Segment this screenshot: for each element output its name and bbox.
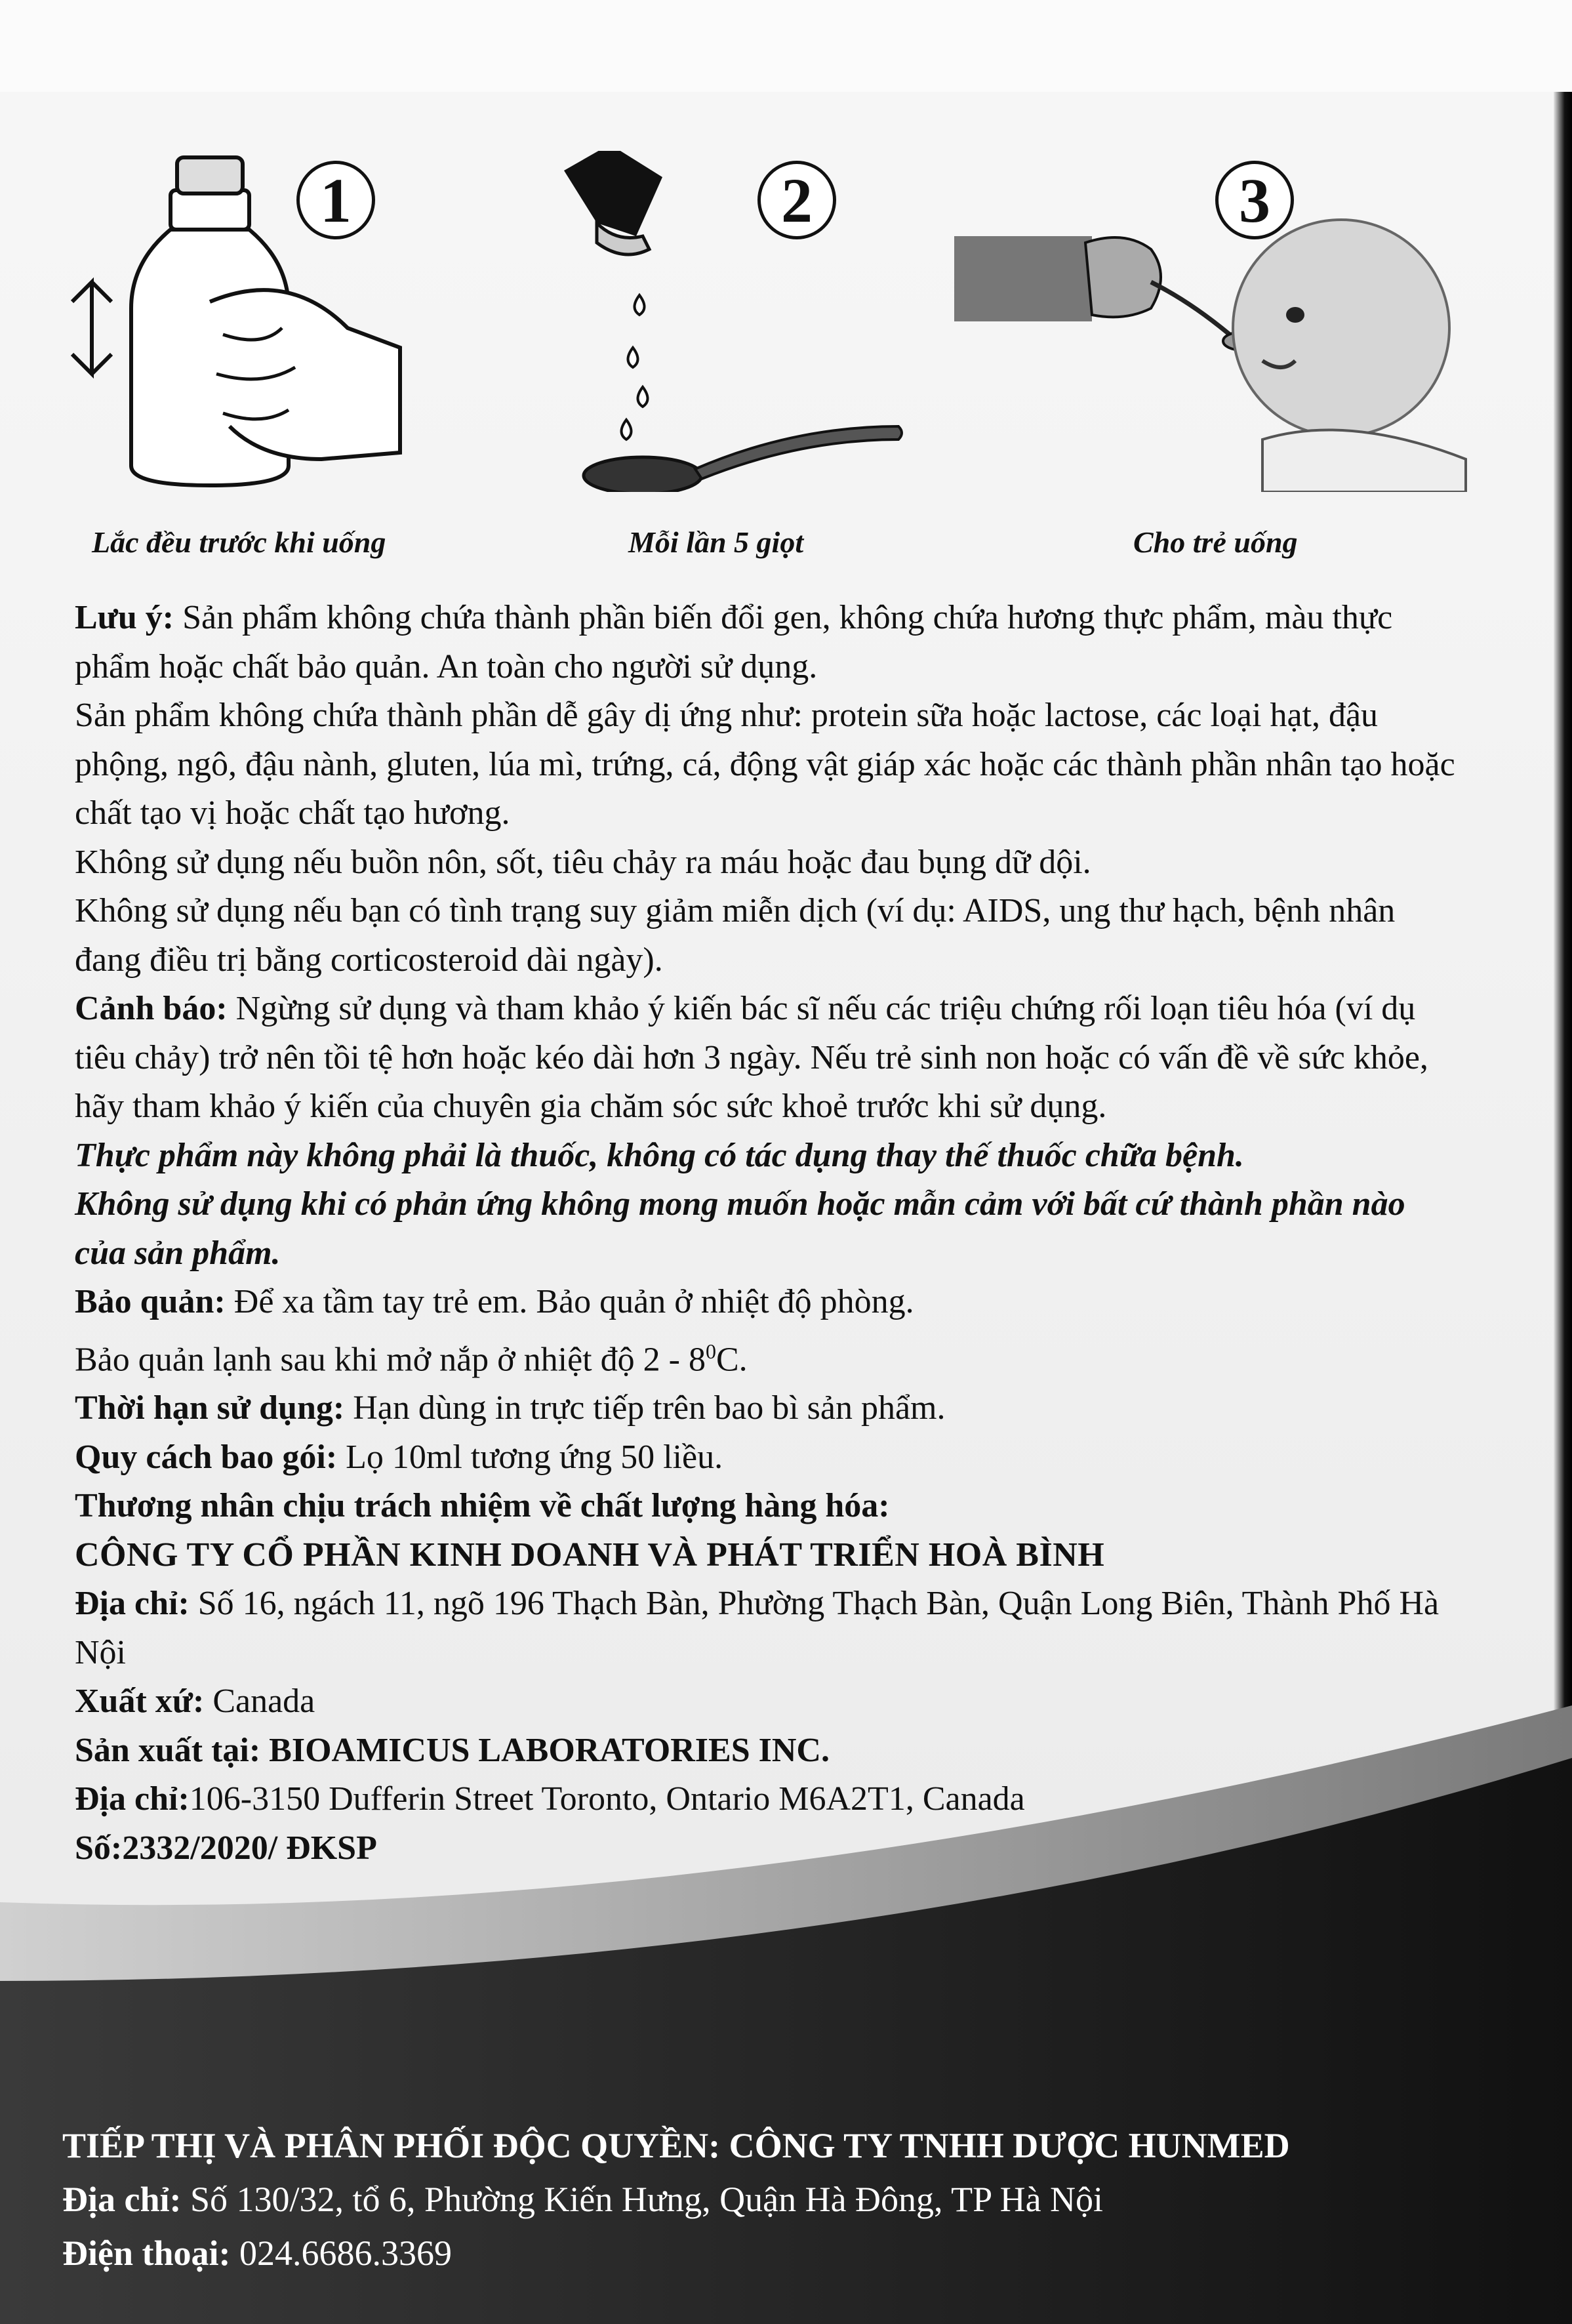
- storage-label: Bảo quản:: [75, 1283, 226, 1320]
- step-2-caption: Mỗi lần 5 giọt: [628, 525, 804, 559]
- no-use-paragraph-1: Không sử dụng nếu buồn nôn, sốt, tiêu chảy ra máu hoặc đau bụng dữ dội.: [75, 843, 1091, 881]
- note-label: Lưu ý:: [75, 599, 174, 636]
- maker-address-text: 106-3150 Dufferin Street Toronto, Ontario M6A2T1, Canada: [189, 1780, 1025, 1818]
- allergen-paragraph: Sản phẩm không chứa thành phần dễ gây dị ứng như: protein sữa hoặc lactose, các loại hạt, đậu phộng, ngô, đậu nành, gluten, lúa mì, trứng, cá, động vật giáp xác hoặc các thành phần nhân tạo hoặc chất tạo vị hoặc chất tạo hương.: [75, 697, 1455, 832]
- made-label: Sản xuất tại:: [75, 1731, 261, 1769]
- phone-label: Điện thoại:: [62, 2233, 231, 2273]
- no-use-paragraph-2: Không sử dụng nếu bạn có tình trạng suy giảm miễn dịch (ví dụ: AIDS, ung thư hạch, bệnh nhân đang điều trị bằng corticosteroid dài ngày).: [75, 892, 1396, 979]
- step-2-panel: [557, 151, 925, 492]
- step-1-number: 1: [296, 161, 375, 239]
- distributor-phone: [62, 2226, 1290, 2280]
- allergy-notice: Không sử dụng khi có phản ứng không mong muốn hoặc mẫn cảm với bất cứ thành phần nào của sản phẩm.: [75, 1185, 1405, 1272]
- expiry-paragraph: [75, 1384, 1459, 1433]
- storage-paragraph: [75, 1278, 1459, 1327]
- fridge-unit: C.: [715, 1340, 748, 1378]
- note-text: Sản phẩm không chứa thành phần biến đổi gen, không chứa hương thực phẩm, màu thực phẩm hoặc chất bảo quản. An toàn cho người sử dụng.: [75, 599, 1393, 685]
- step-3-caption: Cho trẻ uống: [1133, 525, 1298, 559]
- right-edge-shadow: [1554, 92, 1572, 1902]
- package-label: Quy cách bao gói:: [75, 1438, 338, 1476]
- not-medicine-notice: Thực phẩm này không phải là thuốc, không có tác dụng thay thế thuốc chữa bệnh.: [75, 1136, 1244, 1174]
- shake-bottle-illustration: [46, 151, 439, 492]
- step-3-number: 3: [1215, 161, 1294, 239]
- trader-heading: Thương nhân chịu trách nhiệm về chất lượng hàng hóa:: [75, 1487, 890, 1525]
- distributor-line: TIẾP THỊ VÀ PHÂN PHỐI ĐỘC QUYỀN: CÔNG TY TNHH DƯỢC HUNMED: [62, 2126, 1290, 2165]
- warning-paragraph: [75, 985, 1459, 1131]
- note-paragraph: [75, 594, 1459, 691]
- company-name: CÔNG TY CỔ PHẦN KINH DOANH VÀ PHÁT TRIỂN HOÀ BÌNH: [75, 1536, 1105, 1574]
- company-address: [75, 1580, 1459, 1677]
- origin-text: Canada: [204, 1682, 315, 1721]
- step-3-panel: [954, 151, 1479, 492]
- phone-text: 024.6686.3369: [230, 2233, 452, 2273]
- reg-text: 2332/2020/ ĐKSP: [122, 1829, 377, 1867]
- fridge-paragraph: [75, 1327, 1459, 1385]
- package-text: Lọ 10ml tương ứng 50 liều.: [337, 1438, 723, 1476]
- footer-distributor: [62, 2119, 1290, 2280]
- step-1-caption: Lắc đều trước khi uống: [92, 525, 386, 559]
- distributor-address-label: Địa chỉ:: [62, 2180, 182, 2219]
- expiry-text: Hạn dùng in trực tiếp trên bao bì sản phẩm.: [344, 1389, 946, 1427]
- step-2-number: 2: [757, 161, 836, 239]
- maker-address-label: Địa chỉ:: [75, 1780, 190, 1818]
- warning-text: Ngừng sử dụng và tham khảo ý kiến bác sĩ nếu các triệu chứng rối loạn tiêu hóa (ví dụ tiêu chảy) trở nên tồi tệ hơn hoặc kéo dài hơn 3 ngày. Nếu trẻ sinh non hoặc có vấn đề về sức khỏe, hãy tham khảo ý kiến của chuyên gia chăm sóc sức khoẻ trước khi sử dụng.: [75, 990, 1428, 1125]
- address-text: Số 16, ngách 11, ngõ 196 Thạch Bàn, Phường Thạch Bàn, Quận Long Biên, Thành Phố Hà Nội: [75, 1585, 1440, 1671]
- dropper-spoon-illustration: [557, 151, 925, 492]
- product-info-text: [75, 594, 1459, 1873]
- reg-label: Số:: [75, 1829, 123, 1867]
- fridge-text: Bảo quản lạnh sau khi mở nắp ở nhiệt độ 2 - 8: [75, 1340, 706, 1378]
- distributor-address: [62, 2172, 1290, 2226]
- top-strip: [0, 0, 1572, 92]
- made-text: BIOAMICUS LABORATORIES INC.: [260, 1731, 830, 1769]
- address-label: Địa chỉ:: [75, 1585, 190, 1623]
- storage-text: Để xa tầm tay trẻ em. Bảo quản ở nhiệt độ phòng.: [225, 1283, 914, 1320]
- step-1-panel: [46, 151, 439, 492]
- fridge-degree: 0: [705, 1339, 716, 1363]
- warning-label: Cảnh báo:: [75, 990, 228, 1027]
- package-paragraph: [75, 1433, 1459, 1482]
- distributor-address-text: Số 130/32, tổ 6, Phường Kiến Hưng, Quận Hà Đông, TP Hà Nội: [181, 2180, 1104, 2219]
- expiry-label: Thời hạn sử dụng:: [75, 1389, 345, 1427]
- origin-label: Xuất xứ:: [75, 1682, 205, 1721]
